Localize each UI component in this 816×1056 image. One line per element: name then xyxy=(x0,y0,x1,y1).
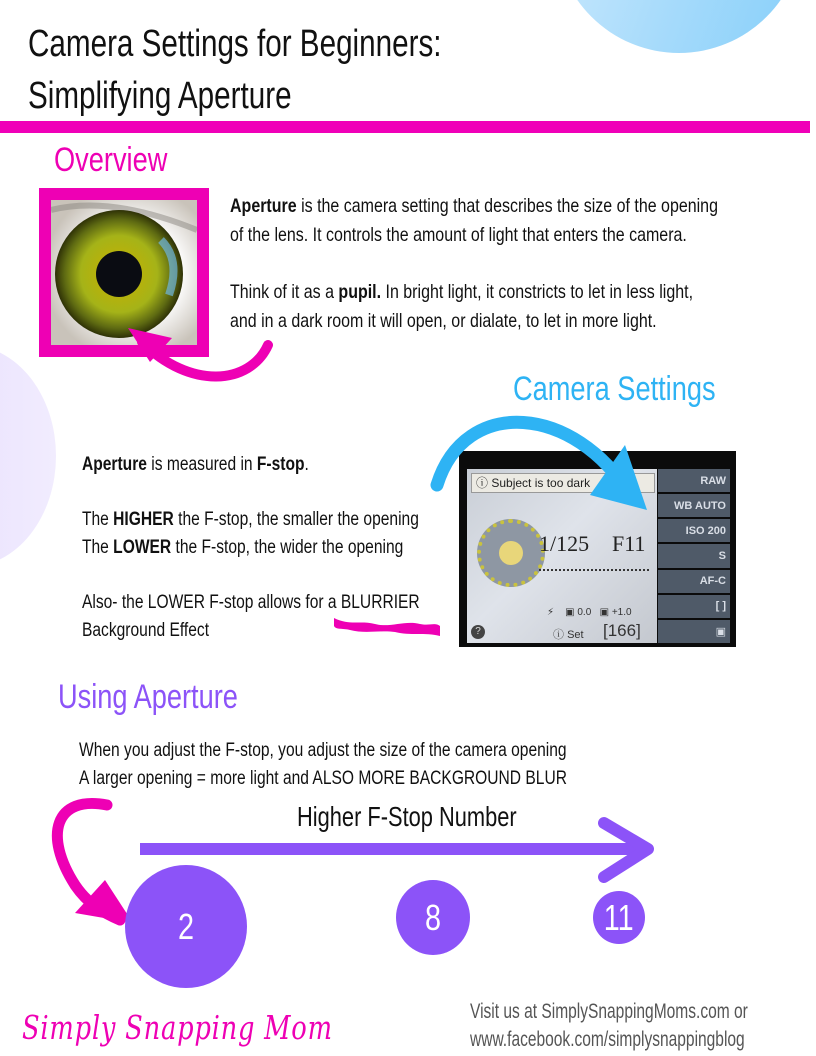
text-line: and in a dark room it will open, or dialate, to let in more light. xyxy=(230,309,657,332)
fstop-value: 11 xyxy=(604,896,634,938)
term-higher: HIGHER xyxy=(113,508,174,530)
text-span: Think of it as a xyxy=(230,281,339,303)
fstop-scale-label: Higher F-Stop Number xyxy=(297,801,517,832)
set-text: Set xyxy=(567,629,584,641)
text-line: A larger opening = more light and ALSO MORE BACKGROUND BLUR xyxy=(79,768,567,789)
fstop-circle-11 xyxy=(593,891,645,944)
overview-paragraph-2 xyxy=(230,278,693,335)
text-span: is measured in xyxy=(146,454,257,475)
text-span: The xyxy=(82,508,114,530)
text-span: the F-stop, the wider the opening xyxy=(171,537,404,558)
text-span: is the camera setting that describes the size of the opening xyxy=(296,195,718,217)
text-span: The xyxy=(82,537,114,558)
page-title xyxy=(28,18,442,122)
lcd-compensation-row: ⚡ ▣ 0.0 ▣ +1.0 xyxy=(547,607,632,618)
text-span: the F-stop, the smaller the opening xyxy=(173,508,419,530)
overview-heading: Overview xyxy=(54,141,168,179)
lcd-set-label: ⓘ Set xyxy=(553,629,584,641)
lcd-shots-remaining: [166] xyxy=(603,621,641,640)
term-aperture: Aperture xyxy=(82,454,147,475)
lcd-side-panel xyxy=(658,469,730,643)
exposure-comp-value: +1.0 xyxy=(611,607,632,618)
lcd-metering: ▣ xyxy=(658,620,730,643)
term-pupil: pupil. xyxy=(338,281,382,303)
title-divider xyxy=(0,121,810,133)
lcd-release-mode: S xyxy=(658,544,730,567)
title-line-2: Simplifying Aperture xyxy=(28,75,292,117)
curved-magenta-arrow-icon xyxy=(35,795,135,935)
text-line: When you adjust the F-stop, you adjust the size of the camera opening xyxy=(79,740,567,761)
lcd-quality: RAW xyxy=(658,469,730,492)
lcd-aperture-value: F11 xyxy=(612,531,646,556)
text-line: Background Effect xyxy=(82,620,210,641)
text-line: of the lens. It controls the amount of light that enters the camera. xyxy=(230,223,687,246)
lcd-message-text: Subject is too dark xyxy=(491,476,591,490)
brush-underline-icon xyxy=(330,612,445,642)
term-aperture: Aperture xyxy=(230,195,297,217)
exposure-meter-icon xyxy=(539,563,649,571)
decorative-lilac-circle xyxy=(0,345,56,567)
overview-paragraph-1 xyxy=(230,192,718,249)
term-lower: LOWER xyxy=(113,537,172,558)
decorative-blue-circle xyxy=(555,0,803,53)
term-fstop: F-stop xyxy=(256,454,305,475)
text-span: In bright light, it constricts to let in less light, xyxy=(381,281,694,303)
footer-contact xyxy=(470,998,748,1054)
title-line-1: Camera Settings for Beginners: xyxy=(28,23,442,65)
using-aperture-text xyxy=(79,737,567,793)
fstop-value: 8 xyxy=(424,896,442,938)
visit-line-1: Visit us at SimplySnappingMoms.com or xyxy=(470,1000,748,1023)
fstop-circle-8 xyxy=(396,880,470,955)
flash-comp-value: 0.0 xyxy=(577,607,592,618)
text-line: Also- the LOWER F-stop allows for a BLURRIER xyxy=(82,591,420,613)
help-icon: ? xyxy=(471,625,485,639)
text-span: . xyxy=(304,454,309,475)
lcd-focus-mode: AF-C xyxy=(658,570,730,593)
visit-line-2: www.facebook.com/simplysnappingblog xyxy=(470,1028,745,1051)
lcd-af-area: [ ] xyxy=(658,595,730,618)
brand-logo: Simply Snapping Mom xyxy=(22,1008,333,1047)
lcd-warning-message: ⓘ Subject is too dark xyxy=(471,473,655,493)
aperture-dial-icon xyxy=(477,519,545,587)
using-aperture-heading: Using Aperture xyxy=(58,678,238,716)
camera-settings-heading: Camera Settings xyxy=(513,370,716,408)
lcd-white-balance: WB AUTO xyxy=(658,494,730,517)
curved-blue-arrow-icon xyxy=(425,405,665,515)
lcd-shutter-speed: 1/125 xyxy=(539,531,590,556)
lcd-iso: ISO 200 xyxy=(658,519,730,542)
fstop-circle-2 xyxy=(125,865,247,988)
fstop-value: 2 xyxy=(177,905,195,947)
